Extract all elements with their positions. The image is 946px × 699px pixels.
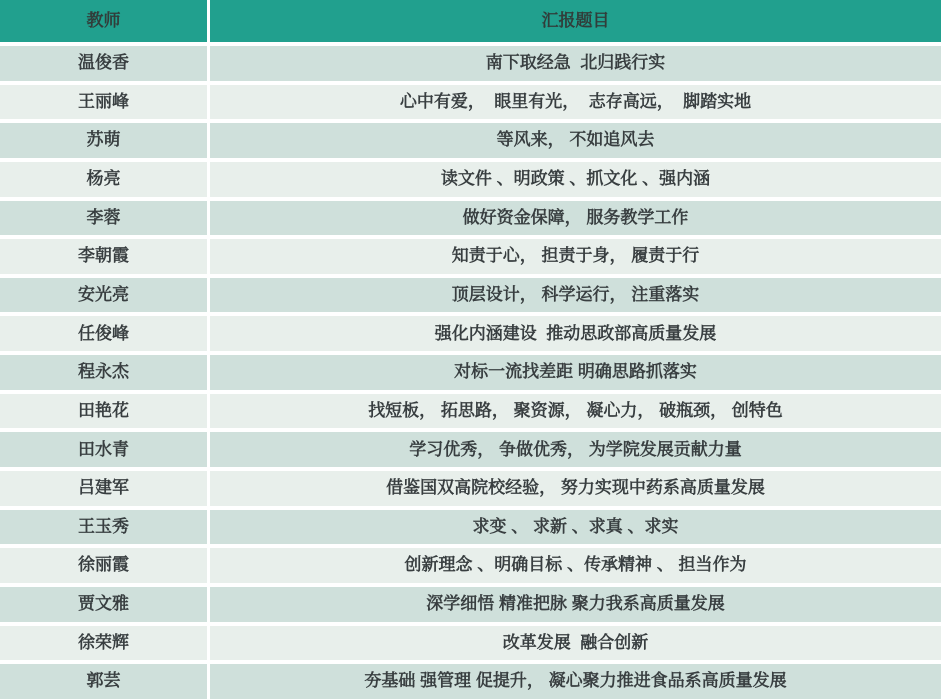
teacher-cell: 贾文雅	[0, 587, 207, 622]
report-title-cell: 借鉴国双高院校经验， 努力实现中药系高质量发展	[210, 471, 941, 506]
table-row	[0, 123, 941, 158]
table-row	[0, 394, 941, 429]
header-cell-teacher: 教师	[0, 0, 207, 42]
report-title-cell: 改革发展 融合创新	[210, 626, 941, 661]
report-title-cell: 求变 、 求新 、求真 、求实	[210, 510, 941, 545]
table-row	[0, 587, 941, 622]
teacher-cell: 郭芸	[0, 664, 207, 699]
table-header-row	[0, 0, 941, 42]
teacher-cell: 王玉秀	[0, 510, 207, 545]
teacher-cell: 田水青	[0, 432, 207, 467]
table-row	[0, 278, 941, 313]
teacher-cell: 徐荣辉	[0, 626, 207, 661]
report-title-cell: 顶层设计， 科学运行， 注重落实	[210, 278, 941, 313]
teacher-cell: 杨亮	[0, 162, 207, 197]
teacher-cell: 田艳花	[0, 394, 207, 429]
table-row	[0, 664, 941, 699]
report-title-cell: 等风来， 不如追风去	[210, 123, 941, 158]
table-row	[0, 626, 941, 661]
report-title-cell: 学习优秀， 争做优秀， 为学院发展贡献力量	[210, 432, 941, 467]
report-title-cell: 知责于心， 担责于身， 履责于行	[210, 239, 941, 274]
report-title-cell: 创新理念 、明确目标 、传承精神 、 担当作为	[210, 548, 941, 583]
table-row	[0, 432, 941, 467]
header-cell-report-title: 汇报题目	[210, 0, 941, 42]
teacher-cell: 徐丽霞	[0, 548, 207, 583]
teacher-cell: 苏萌	[0, 123, 207, 158]
teacher-cell: 王丽峰	[0, 85, 207, 120]
report-title-cell: 找短板， 拓思路， 聚资源， 凝心力， 破瓶颈， 创特色	[210, 394, 941, 429]
teacher-cell: 李蓉	[0, 201, 207, 236]
table-row	[0, 239, 941, 274]
teacher-cell: 安光亮	[0, 278, 207, 313]
report-title-cell: 南下取经急 北归践行实	[210, 46, 941, 81]
table-row	[0, 510, 941, 545]
table-row	[0, 162, 941, 197]
report-title-cell: 做好资金保障， 服务教学工作	[210, 201, 941, 236]
teacher-cell: 任俊峰	[0, 316, 207, 351]
report-title-cell: 夯基础 强管理 促提升， 凝心聚力推进食品系高质量发展	[210, 664, 941, 699]
table-row	[0, 548, 941, 583]
table-row	[0, 316, 941, 351]
table-row	[0, 355, 941, 390]
teacher-cell: 温俊香	[0, 46, 207, 81]
table-row	[0, 201, 941, 236]
teacher-cell: 吕建军	[0, 471, 207, 506]
teacher-cell: 李朝霞	[0, 239, 207, 274]
report-title-cell: 对标一流找差距 明确思路抓落实	[210, 355, 941, 390]
report-title-cell: 深学细悟 精准把脉 聚力我系高质量发展	[210, 587, 941, 622]
table-row	[0, 85, 941, 120]
report-title-cell: 强化内涵建设 推动思政部高质量发展	[210, 316, 941, 351]
table-row	[0, 46, 941, 81]
report-title-cell: 心中有爱， 眼里有光， 志存高远， 脚踏实地	[210, 85, 941, 120]
teacher-cell: 程永杰	[0, 355, 207, 390]
table-row	[0, 471, 941, 506]
report-title-cell: 读文件 、明政策 、抓文化 、强内涵	[210, 162, 941, 197]
